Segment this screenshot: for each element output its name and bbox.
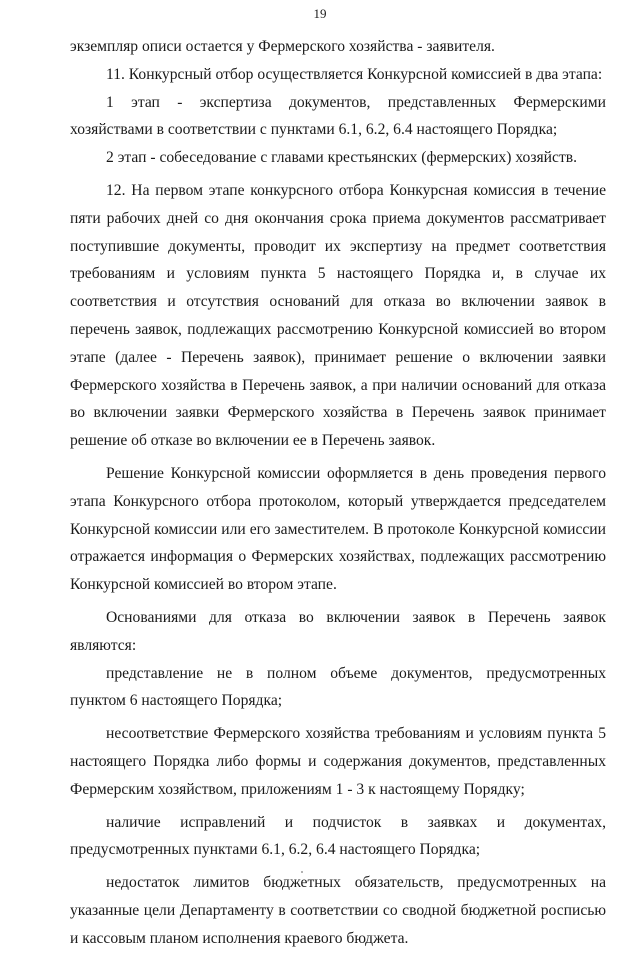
paragraph-item-11: 11. Конкурсный отбор осуществляется Конкурсной комиссией в два этапа: — [106, 65, 603, 83]
paragraph-ground-incomplete-documents: представление не в полном объеме документов, предусмотренных пунктом 6 настоящего Порядка; — [70, 664, 606, 710]
paragraph-inventory-copy: экземпляр описи остается у Фермерского хозяйства - заявителя. — [70, 38, 495, 55]
paragraph-commission-decision: Решение Конкурсной комиссии оформляется в день проведения первого этапа Конкурсного отбора протоколом, который утверждается председателем Конкурсной комиссии или его заместителем. В протоколе Конкурсной комиссии отражается информация о Фермерских хозяйствах, подлежащих рассмотрению Конкурсной комиссией во втором этапе. — [70, 464, 606, 594]
document-body — [70, 33, 606, 953]
paragraph-ground-corrections: наличие исправлений и подчисток в заявках и документах, предусмотренных пунктами 6.1, 6.2, 6.4 настоящего Порядка; — [70, 813, 606, 859]
paragraph-stage-1: 1 этап - экспертиза документов, представленных Фермерскими хозяйствами в соответствии с пунктами 6.1, 6.2, 6.4 настоящего Порядка; — [70, 93, 606, 139]
paragraph-ground-budget-limits: недостаток лимитов бюджетных обязательств, предусмотренных на указанные цели Департаменту в соответствии со сводной бюджетной росписью и кассовым планом исполнения краевого бюджета. — [70, 874, 606, 947]
paragraph-stage-2: 2 этап - собеседование с главами крестьянских (фермерских) хозяйств. — [106, 149, 578, 167]
paragraph-item-12: 12. На первом этапе конкурсного отбора Конкурсная комиссия в течение пяти рабочих дней со дня окончания срока приема документов рассматривает поступившие документы, проводит их экспертизу на предмет соответствия требованиям и условиям пункта 5 настоящего Порядка и, в случае их соответствия и отсутствия оснований для отказа во включении заявок в перечень заявок, подлежащих рассмотрению Конкурсной комиссией во втором этапе (далее - Перечень заявок), принимает решение о включении заявки Фермерского хозяйства в Перечень заявок, а при наличии оснований для отказа во включении заявки Фермерского хозяйства в Перечень заявок принимает решение об отказе во включении ее в Перечень заявок. — [70, 181, 606, 450]
paragraph-refusal-grounds: Основаниями для отказа во включении заявок в Перечень заявок являются: — [70, 608, 606, 654]
scan-speck — [301, 871, 303, 873]
paragraph-ground-nonconformity: несоответствие Фермерского хозяйства требованиям и условиям пункта 5 настоящего Порядка либо формы и содержания документов, представленных Фермерским хозяйством, приложениям 1 - 3 к настоящему Порядку; — [70, 725, 606, 798]
page-number: 19 — [313, 6, 327, 21]
